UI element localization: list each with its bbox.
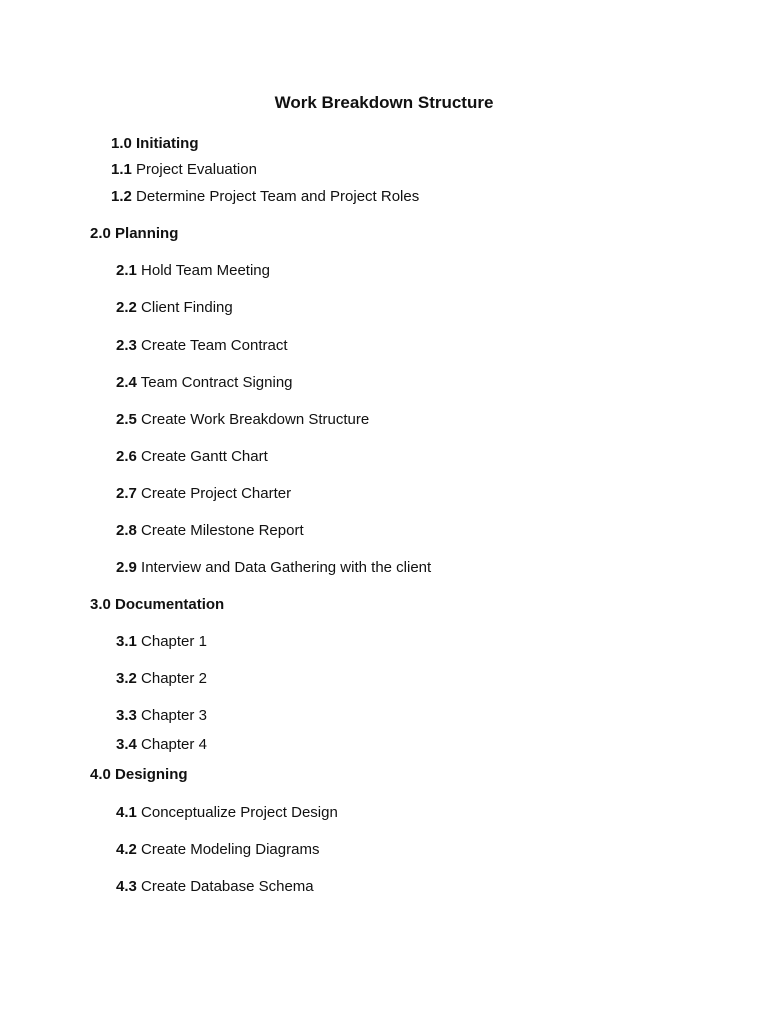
wbs-item-number: 2.7 <box>116 485 137 502</box>
wbs-item-text: Chapter 1 <box>141 633 207 650</box>
section-heading-documentation: 3.0 Documentation <box>90 596 225 613</box>
wbs-item-number: 3.4 <box>116 736 137 753</box>
wbs-item <box>116 262 270 280</box>
wbs-item <box>116 670 207 688</box>
wbs-item-text: Create Project Charter <box>141 485 292 502</box>
wbs-item <box>116 448 268 466</box>
wbs-item <box>111 161 257 179</box>
wbs-item-number: 2.8 <box>116 522 137 539</box>
wbs-item-text: Hold Team Meeting <box>141 262 270 279</box>
wbs-item-text: Client Finding <box>141 299 233 316</box>
wbs-item <box>116 878 314 896</box>
wbs-item-text: Create Work Breakdown Structure <box>141 411 370 428</box>
wbs-item-number: 1.1 <box>111 161 132 178</box>
wbs-item <box>116 633 207 651</box>
wbs-item-text: Create Milestone Report <box>141 522 304 539</box>
wbs-item-text: Create Gantt Chart <box>141 448 268 465</box>
wbs-item-number: 2.6 <box>116 448 137 465</box>
wbs-item-text: Determine Project Team and Project Roles <box>136 188 420 205</box>
wbs-item-number: 2.1 <box>116 262 137 279</box>
wbs-item-number: 4.1 <box>116 804 137 821</box>
wbs-item-text: Interview and Data Gathering with the client <box>141 559 432 576</box>
wbs-item <box>116 804 338 822</box>
wbs-item-number: 2.5 <box>116 411 137 428</box>
wbs-item-number: 2.3 <box>116 337 137 354</box>
wbs-item <box>116 559 431 577</box>
wbs-item-text: Create Database Schema <box>141 878 314 895</box>
wbs-item <box>116 707 207 725</box>
section-heading-planning: 2.0 Planning <box>90 225 179 242</box>
wbs-item <box>116 485 291 503</box>
wbs-item-text: Create Modeling Diagrams <box>141 841 320 858</box>
wbs-item-number: 3.3 <box>116 707 137 724</box>
section-heading-designing: 4.0 Designing <box>90 766 188 783</box>
wbs-item <box>116 337 288 355</box>
wbs-item-number: 3.2 <box>116 670 137 687</box>
section-heading-initiating: 1.0 Initiating <box>111 135 199 152</box>
wbs-item-number: 4.2 <box>116 841 137 858</box>
wbs-item <box>111 188 419 206</box>
document-title: Work Breakdown Structure <box>274 93 494 112</box>
wbs-item <box>116 841 319 859</box>
wbs-item <box>116 299 233 317</box>
wbs-item <box>116 374 293 392</box>
wbs-item-number: 2.9 <box>116 559 137 576</box>
wbs-item-text: Chapter 3 <box>141 707 207 724</box>
wbs-item-text: Team Contract Signing <box>140 374 293 391</box>
wbs-item-text: Chapter 2 <box>141 670 207 687</box>
wbs-item-number: 2.4 <box>116 374 137 391</box>
wbs-item-number: 1.2 <box>111 188 132 205</box>
wbs-item-text: Conceptualize Project Design <box>141 804 338 821</box>
wbs-item <box>116 522 304 540</box>
wbs-item-number: 4.3 <box>116 878 137 895</box>
wbs-item-number: 3.1 <box>116 633 137 650</box>
wbs-item-number: 2.2 <box>116 299 137 316</box>
wbs-item-text: Create Team Contract <box>141 337 288 354</box>
wbs-item-text: Project Evaluation <box>136 161 257 178</box>
wbs-item <box>116 736 207 754</box>
wbs-item-text: Chapter 4 <box>141 736 207 753</box>
wbs-item <box>116 411 369 429</box>
